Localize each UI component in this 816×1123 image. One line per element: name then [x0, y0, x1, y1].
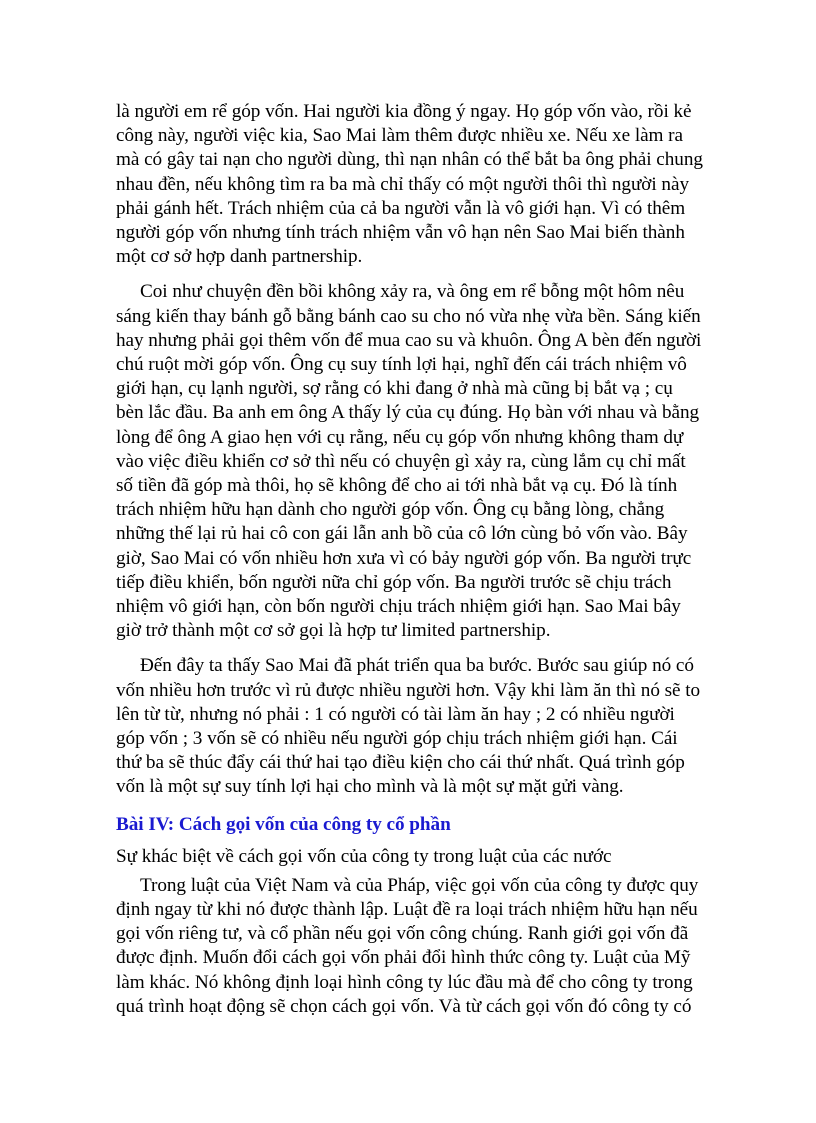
section-heading: Bài IV: Cách gọi vốn của công ty cổ phần [116, 813, 451, 835]
document-page [116, 100, 704, 1019]
body-paragraph-4: Trong luật của Việt Nam và của Pháp, việc gọi vốn của công ty được quy định ngay từ khi nó được thành lập. Luật đề ra loại trách nhiệm hữu hạn nếu gọi vốn riêng tư, và cổ phần nếu gọi vốn công chúng. Ranh giới gọi vốn đã được định. Muốn đổi cách gọi vốn phải đổi hình thức công ty. Luật của Mỹ làm khác. Nó không định loại hình công ty lúc đầu mà để cho công ty trong quá trình hoạt động sẽ chọn cách gọi vốn. Và từ cách gọi vốn đó công ty có [116, 874, 699, 1017]
body-paragraph-2: Coi như chuyện đền bồi không xảy ra, và ông em rể bỗng một hôm nêu sáng kiến thay bánh gỗ bằng bánh cao su cho nó vừa nhẹ vừa bền. Sáng kiến hay nhưng phải gọi thêm vốn để mua cao su và khuôn. Ông A bèn đến người chú ruột mời góp vốn. Ông cụ suy tính lợi hại, nghĩ đến cái trách nhiệm vô giới hạn, cụ lạnh người, sợ rằng có khi đang ở nhà mà cũng bị bắt vạ ; cụ bèn lắc đầu. Ba anh em ông A thấy lý của cụ đúng. Họ bàn với nhau và bằng lòng để ông A giao hẹn với cụ rằng, nếu cụ góp vốn nhưng không tham dự vào việc điều khiển cơ sở thì nếu có chuyện gì xảy ra, cùng lắm cụ chỉ mất số tiền đã góp mà thôi, họ sẽ không để cho ai tới nhà bắt vạ cụ. Đó là tính trách nhiệm hữu hạn dành cho người góp vốn. Ông cụ bằng lòng, chẳng những thế lại rủ hai cô con gái lẫn anh bồ của cô lớn cùng bỏ vốn vào. Bây giờ, Sao Mai có vốn nhiều hơn xưa vì có bảy người góp vốn. Ba người trực tiếp điều khiển, bốn người nữa chỉ góp vốn. Ba người trước sẽ chịu trách nhiệm vô giới hạn, còn bốn người chịu trách nhiệm giới hạn. Sao Mai bây giờ trở thành một cơ sở gọi là hợp tư limited partnership. [116, 281, 702, 642]
body-paragraph-1: là người em rể góp vốn. Hai người kia đồng ý ngay. Họ góp vốn vào, rồi kẻ công này, người việc kia, Sao Mai làm thêm được nhiều xe. Nếu xe làm ra mà có gây tai nạn cho người dùng, thì nạn nhân có thể bắt ba ông phải chung nhau đền, nếu không tìm ra ba mà chỉ thấy có một người thôi thì người này phải gánh hết. Trách nhiệm của cả ba người vẫn là vô giới hạn. Vì có thêm người góp vốn nhưng tính trách nhiệm vẫn vô hạn nên Sao Mai biến thành một cơ sở hợp danh partnership. [116, 101, 703, 268]
body-paragraph-3: Đến đây ta thấy Sao Mai đã phát triển qua ba bước. Bước sau giúp nó có vốn nhiều hơn trước vì rủ được nhiều người hơn. Vậy khi làm ăn thì nó sẽ to lên từ từ, nhưng nó phải : 1 có người có tài làm ăn hay ; 2 có nhiều người góp vốn ; 3 vốn sẽ có nhiều nếu người góp chịu trách nhiệm giới hạn. Cái thứ ba sẽ thúc đẩy cái thứ hai tạo điều kiện cho cái thứ nhất. Quá trình góp vốn là một sự suy tính lợi hại cho mình và là một sự mặt gửi vàng. [116, 655, 701, 798]
section-subheading: Sự khác biệt về cách gọi vốn của công ty trong luật của các nước [116, 845, 612, 867]
